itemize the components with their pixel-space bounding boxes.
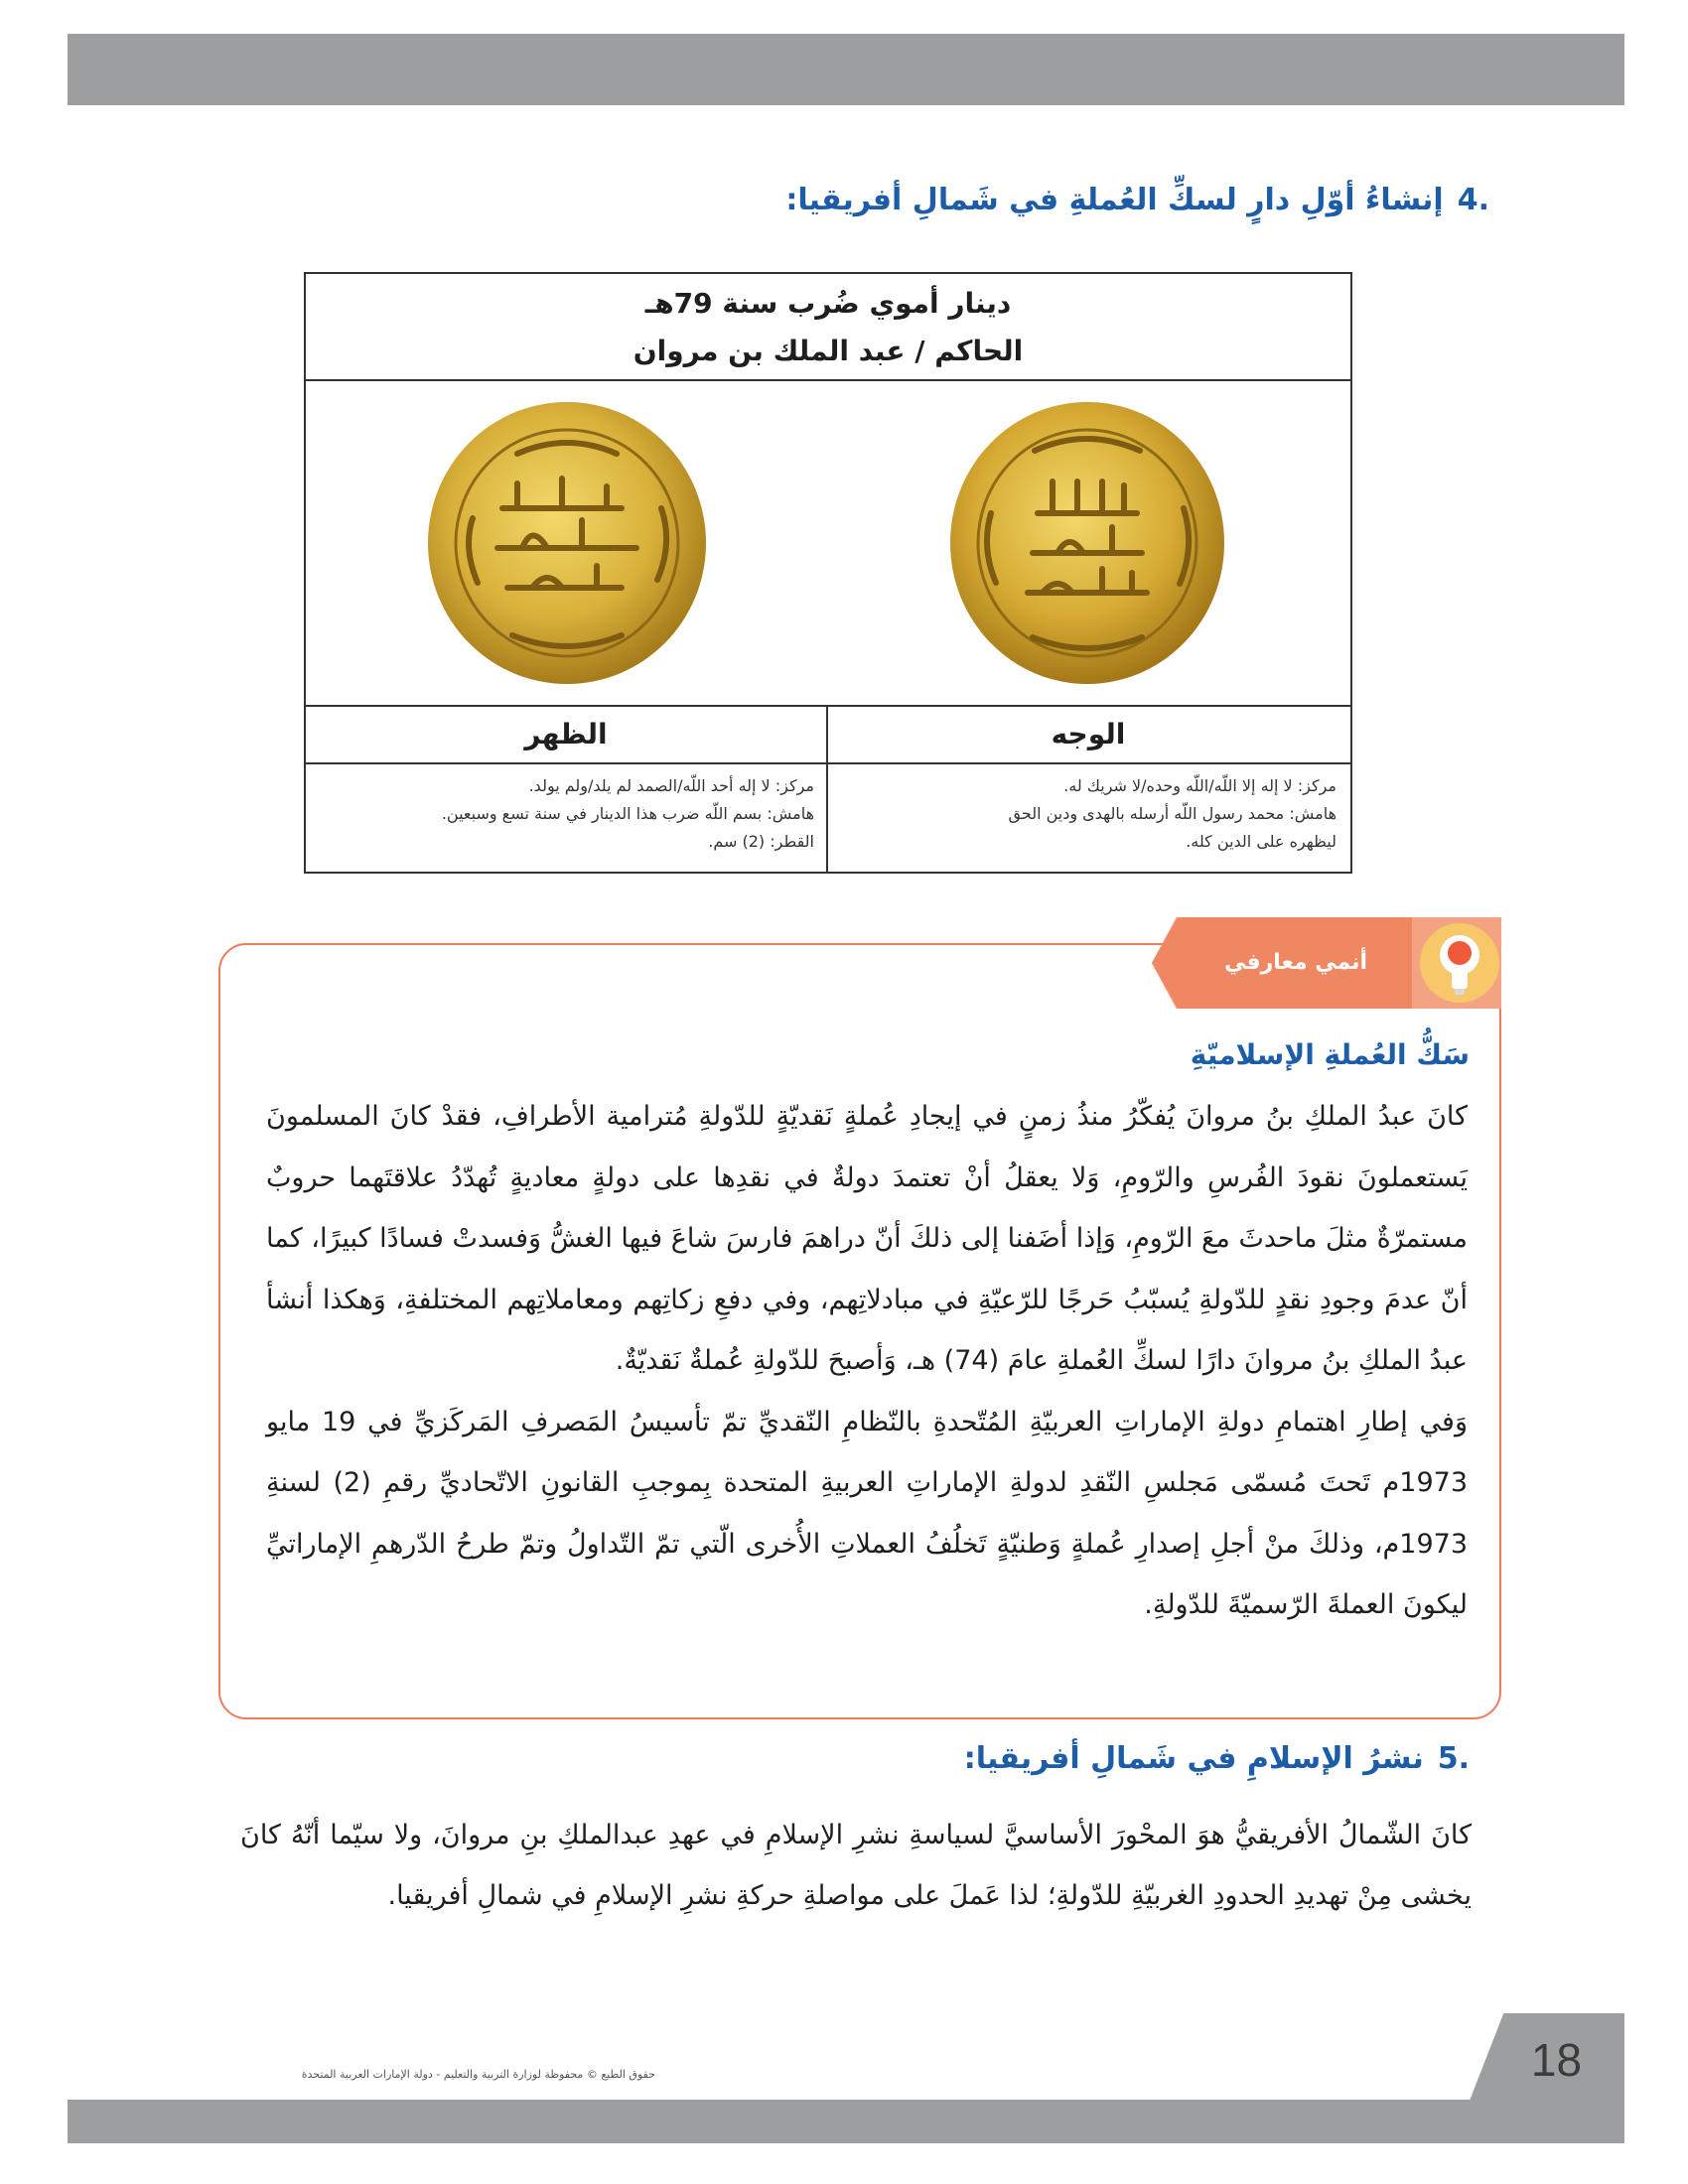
coin-table-title-line2: الحاكم / عبد الملك بن مروان: [633, 335, 1024, 367]
knowledge-banner-label: أنمي معارفي: [1223, 950, 1368, 975]
coin-table-header: [306, 274, 1350, 381]
page-number: 18: [1530, 2034, 1583, 2086]
obverse-desc-line: هامش: محمد رسول اللّه أرسله بالهدى ودين الحق: [1008, 804, 1336, 823]
top-bar: [68, 34, 1624, 105]
coin-obverse-image: [943, 399, 1231, 687]
section-5-body: كانَ الشّمالُ الأفريقيُّ هوَ المحْورَ الأساسيَّ لسياسةِ نشرِ الإسلامِ في عهدِ عبدالملكِ بنِ مروانَ، ولا سيّما أنّهُ كانَ يخشى مِنْ تهديدِ الحدودِ الغربيّةِ للدّولةِ؛ لذا عَملَ على مواصلةِ حركةِ نشرِ الإسلامِ في شمالِ أفريقيا.: [240, 1820, 1472, 1911]
knowledge-text: [266, 1086, 1468, 1636]
bottom-bar: [68, 2100, 1624, 2143]
label-obverse: الوجه: [1051, 718, 1126, 751]
reverse-description: [318, 772, 814, 856]
section-4-heading: [695, 179, 1489, 222]
section-5-number: .5: [1437, 1741, 1470, 1776]
knowledge-paragraph-2: وَفي إطارِ اهتمامِ دولةِ الإماراتِ العربيّةِ المُتّحدةِ بالنّظامِ النّقديِّ تمّ تأسيسُ المَصرفِ المَركَزيِّ في 19 مايو 1973م تَحتَ مُسمّى مَجلسِ النّقدِ لدولةِ الإماراتِ العربيةِ المتحدة بِموجبِ القانونِ الاتّحاديِّ رقمِ (2) لسنةِ 1973م، وذلكَ منْ أجلِ إصدارِ عُملةٍ وَطنيّةٍ تَخلُفُ العملاتِ الأُخرى الّتي تمّ التّداولُ وتمّ طرحُ الدّرهمِ الإماراتيِّ ليكونَ العملةَ الرّسميّةَ للدّولةِ.: [266, 1406, 1469, 1620]
coin-reverse-image: [423, 399, 711, 687]
coin-descriptions-row: [306, 764, 1350, 872]
knowledge-paragraph-1: كانَ عبدُ الملكِ بنُ مروانَ يُفكّرُ منذُ زمنٍ في إيجادِ عُملةٍ نَقديّةٍ للدّولةِ مُترامية الأطرافِ، فقدْ كانَ المسلمونَ يَستعملونَ نقودَ الفُرسِ والرّومِ، وَلا يعقلُ أنْ تعتمدَ دولةٌ في نقدِها على دولةٍ معاديةٍ تُهدّدُ علاقتَهما حروبٌ مستمرّةٌ مثلَ ماحدثَ معَ الرّومِ، وَإذا أضَفنا إلى ذلكَ أنّ دراهمَ فارسَ شاعَ فيها الغشُّ وَفسدتْ فسادًا كبيرًا، كما أنّ عدمَ وجودِ نقدٍ للدّولةِ يُسبّبُ حَرجًا للرّعيّةِ في مبادلاتِهم، وفي دفعِ زكاتِهم ومعاملاتِهم المختلفةِ، وَهكذا أنشأ عبدُ الملكِ بنُ مروانَ دارًا لسكِّ العُملةِ عامَ (74) هـ، وَأصبحَ للدّولةِ عُملةٌ نَقديّةٌ.: [266, 1101, 1468, 1376]
lightbulb-icon: [1418, 919, 1501, 1007]
section-5-heading: [894, 1737, 1470, 1781]
reverse-desc-line: هامش: بسم اللّه ضرب هذا الدينار في سنة تسع وسبعين.: [441, 804, 814, 823]
reverse-desc-line: مركز: لا إله أحد اللّه/الصمد لم يلد/ولم يولد.: [528, 776, 814, 795]
section-5-title: نشرُ الإسلامِ في شَمالِ أفريقيا:: [963, 1741, 1424, 1776]
coin-images-row: [306, 381, 1350, 707]
label-reverse: الظهر: [524, 718, 608, 751]
obverse-desc-line: ليظهره على الدين كله.: [1186, 832, 1336, 851]
obverse-description: [840, 772, 1336, 856]
section-4-number: .4: [1457, 183, 1489, 217]
obverse-desc-line: مركز: لا إله إلا اللّه/اللّه وحده/لا شريك له.: [1063, 776, 1336, 795]
copyright-notice: حقوق الطبع © محفوظة لوزارة التربية والتعليم - دولة الإمارات العربية المتحدة: [301, 2068, 655, 2081]
coin-table: [304, 272, 1352, 874]
coin-table-title-line1: دينار أموي ضُرب سنة 79هـ: [644, 287, 1012, 320]
reverse-desc-line: القطر: (2) سم.: [708, 832, 814, 851]
coin-labels-row: [306, 707, 1350, 764]
knowledge-title: سَكُّ العُملةِ الإسلاميّةِ: [1190, 1038, 1470, 1071]
section-4-title: إنشاءُ أوّلِ دارٍ لسكِّ العُملةِ في شَمالِ أفريقيا:: [785, 183, 1444, 217]
